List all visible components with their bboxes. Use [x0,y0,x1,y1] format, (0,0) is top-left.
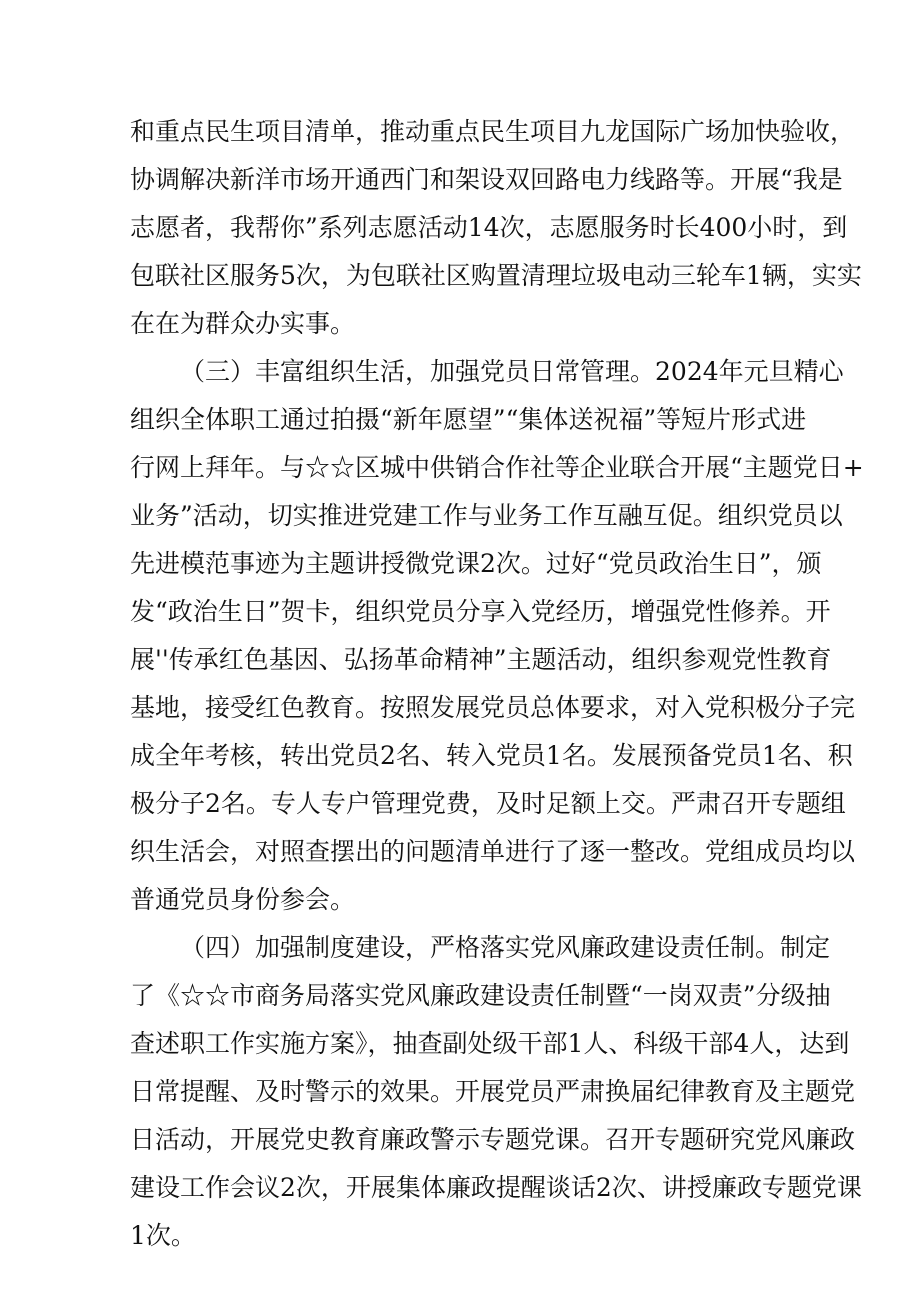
text-line: 查述职工作实施方案》，抽查副处级干部1人、科级干部4人，达到 [130,1029,850,1058]
text-line: 极分子2名。专人专户管理党费，及时足额上交。严肃召开专题组 [130,789,846,818]
paragraph-2 [130,348,864,924]
text-line: 建设工作会议2次，开展集体廉政提醒谈话2次、讲授廉政专题党课 [130,1173,862,1202]
text-line: 1次。 [130,1221,196,1250]
text-line: 包联社区服务5次，为包联社区购置清理垃圾电动三轮车1辆，实实 [130,261,862,290]
text-line: 协调解决新洋市场开通西门和架设双回路电力线路等。开展“我是 [130,165,843,194]
text-line: 在在为群众办实事。 [130,309,356,338]
text-line: 基地，接受红色教育。按照发展党员总体要求，对入党积极分子完 [130,693,856,722]
text-line: 日常提醒、及时警示的效果。开展党员严肃换届纪律教育及主题党 [130,1077,856,1106]
text-line: 成全年考核，转出党员2名、转入党员1名。发展预备党员1名、积 [130,741,853,770]
text-line: 行网上拜年。与☆☆区城中供销合作社等企业联合开展“主题党日+ [130,453,864,482]
section-heading-line: （四）加强制度建设，严格落实党风廉政建设责任制。制定 [180,933,831,962]
text-line: 展''传承红色基因、弘扬革命精神”主题活动，组织参观党性教育 [130,645,832,674]
text-line: 志愿者，我帮你”系列志愿活动14次，志愿服务时长400小时，到 [130,213,848,242]
text-line: 和重点民生项目清单，推动重点民生项目九龙国际广场加快验收， [130,117,856,146]
text-line: 日活动，开展党史教育廉政警示专题党课。召开专题研究党风廉政 [130,1125,856,1154]
text-line: 织生活会，对照查摆出的问题清单进行了逐一整改。党组成员均以 [130,837,856,866]
document-body [130,108,864,1260]
text-line: 先进模范事迹为主题讲授微党课2次。过好“党员政治生日”，颁 [130,549,822,578]
section-heading-line: （三）丰富组织生活，加强党员日常管理。2024年元旦精心 [180,357,844,386]
text-line: 业务”活动，切实推进党建工作与业务工作互融互促。组织党员以 [130,501,843,530]
text-line: 普通党员身份参会。 [130,885,356,914]
text-line: 发“政治生日”贺卡，组织党员分享入党经历，增强党性修养。开 [130,597,831,626]
text-line: 了《☆☆市商务局落实党风廉政建设责任制暨“一岗双责”分级抽 [130,981,831,1010]
paragraph-1 [130,108,862,348]
paragraph-3 [130,924,862,1260]
text-line: 组织全体职工通过拍摄“新年愿望”“集体送祝福”等短片形式进 [130,405,807,434]
